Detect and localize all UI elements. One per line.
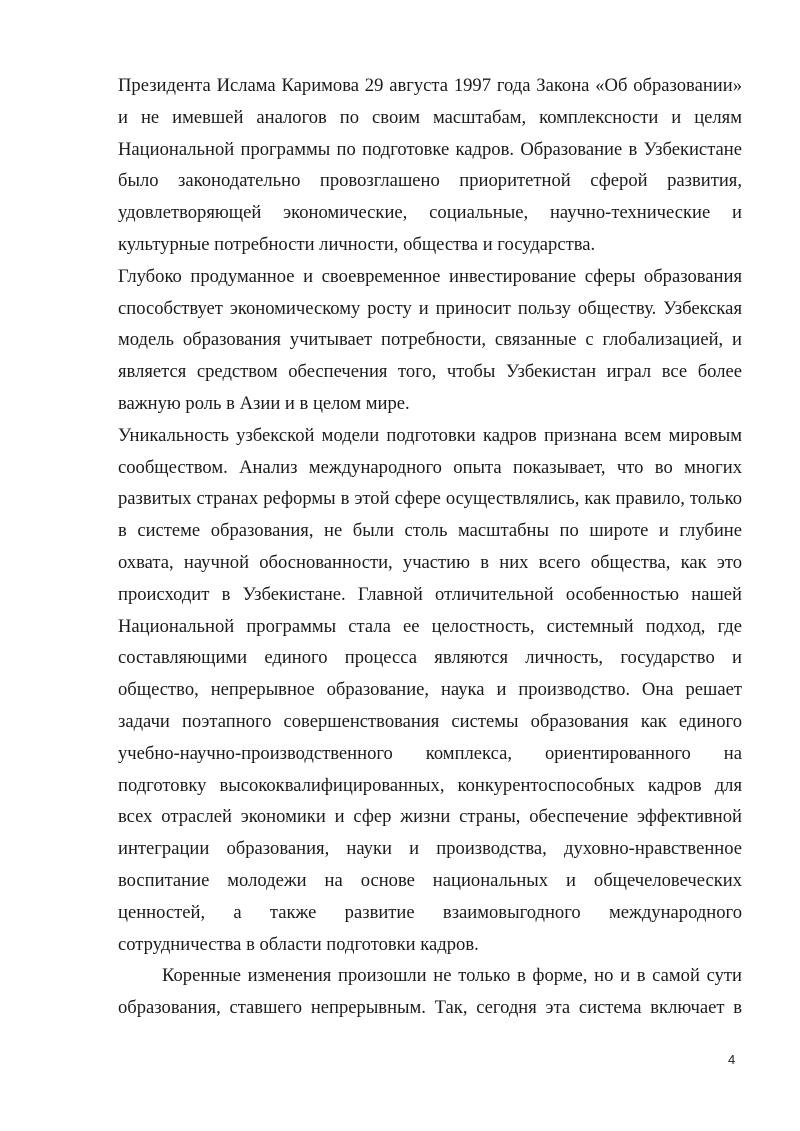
page-number: 4 [728,1052,736,1067]
paragraph-1: Президента Ислама Каримова 29 августа 1997 года Закона «Об образовании» и не имевшей аналогов по своим масштабам, комплексности и целям Национальной программы по подготовке кадров. Образование в Узбекистане было законодательно провозглашено приоритетной сферой развития, удовлетворяющей экономические, социальные, научно-технические и культурные потребности личности, общества и государства. [118,75,742,255]
paragraph-2: Глубоко продуманное и своевременное инвестирование сферы образования способствует экономическому росту и приносит пользу обществу. Узбекская модель образования учитывает потребности, связанные с глобализацией, и является средством обеспечения того, чтобы Узбекистан играл все более важную роль в Азии и в целом мире. [118,265,742,414]
text-body [118,70,742,1024]
paragraph-3: Уникальность узбекской модели подготовки кадров признана всем мировым сообществом. Анализ международного опыта показывает, что во многих развитых странах реформы в этой сфере осуществлялись, как правило, только в системе образования, не были столь масштабны по широте и глубине охвата, научной обоснованности, участию в них всего общества, как это происходит в Узбекистане. Главной отличительной особенностью нашей Национальной программы стала ее целостность, системный подход, где составляющими единого процесса являются личность, государство и общество, непрерывное образование, наука и производство. Она решает задачи поэтапного совершенствования системы образования как единого учебно-научно-производственного комплекса, ориентированного на подготовку высококвалифицированных, конкурентоспособных кадров для всех отраслей экономики и сфер жизни страны, обеспечение эффективной интеграции образования, науки и производства, духовно-нравственное воспитание молодежи на основе национальных и общечеловеческих ценностей, а также развитие взаимовыгодного международного сотрудничества в области подготовки кадров. [118,424,742,955]
paragraph-4: Коренные изменения произошли не только в форме, но и в самой сути образования, ставшего непрерывным. Так, сегодня эта система включает в [118,965,742,1019]
